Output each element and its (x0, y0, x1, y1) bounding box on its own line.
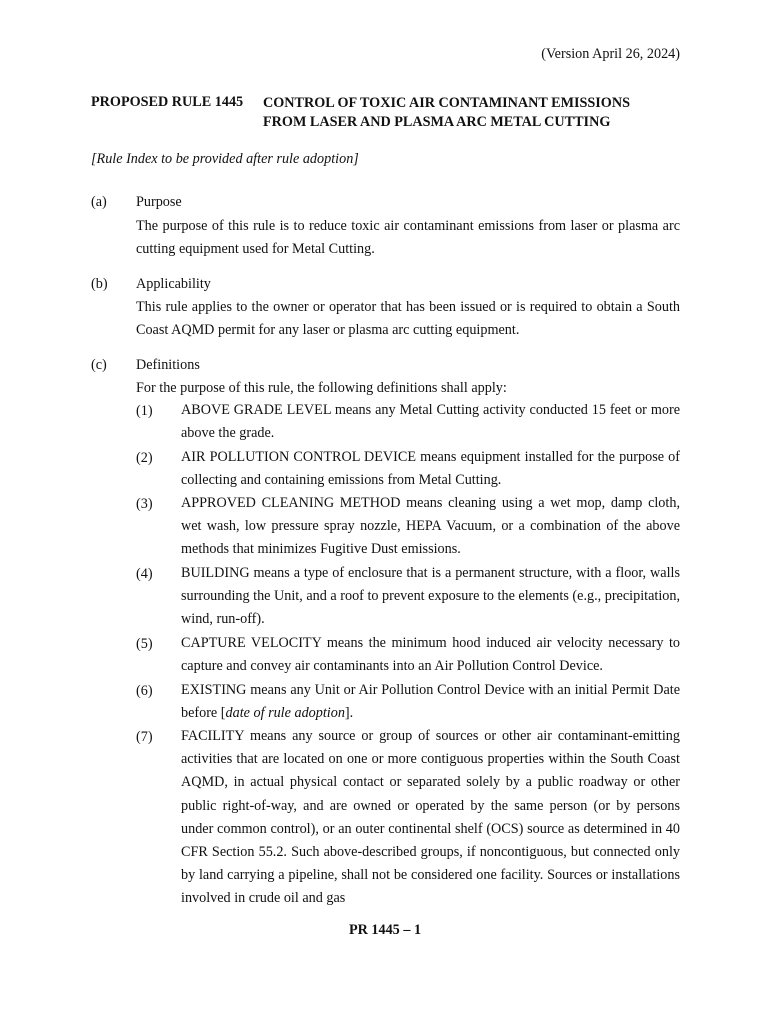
definition-5-text: CAPTURE VELOCITY means the minimum hood induced air velocity necessary to capture and convey air contaminants into an Air Pollution Control Device. (181, 635, 680, 675)
definition-5-number: (5) (136, 636, 153, 652)
definition-2-text: AIR POLLUTION CONTROL DEVICE means equipment installed for the purpose of collecting and containing emissions from Metal Cutting. (181, 449, 680, 489)
section-a-letter: (a) (91, 194, 107, 210)
section-a-text: The purpose of this rule is to reduce toxic air contaminant emissions from laser or plasma arc cutting equipment used for Metal Cutting. (136, 218, 680, 258)
definition-4-number: (4) (136, 566, 153, 582)
section-a-heading: Purpose (136, 194, 182, 210)
definition-3-text: APPROVED CLEANING METHOD means cleaning using a wet mop, damp cloth, wet wash, low pressure spray nozzle, HEPA Vacuum, or a combination of the above methods that minimizes Fugitive Dust emissions. (181, 495, 680, 558)
definition-6-text-italic: date of rule adoption (225, 705, 345, 722)
rule-title-line-1: CONTROL OF TOXIC AIR CONTAMINANT EMISSIONS (263, 95, 630, 111)
section-b-letter: (b) (91, 276, 108, 292)
section-c-intro: For the purpose of this rule, the following definitions shall apply: (136, 380, 507, 396)
version-date: (Version April 26, 2024) (541, 46, 680, 62)
definition-1-text: ABOVE GRADE LEVEL means any Metal Cutting activity conducted 15 feet or more above the grade. (181, 402, 680, 442)
rule-title-line-2: FROM LASER AND PLASMA ARC METAL CUTTING (263, 114, 611, 130)
rule-title (263, 94, 630, 132)
section-c-heading: Definitions (136, 357, 200, 373)
definition-6-text-before: EXISTING means any Unit or Air Pollution Control Device with an initial Permit Date before [ (181, 682, 680, 722)
definition-7-text: FACILITY means any source or group of sources or other air contaminant-emitting activities that are located on one or more contiguous properties within the South Coast AQMD, in actual physical contact or separated solely by a public roadway or other public right-of-way, and are owned or operated by the same person (or by persons under common control), or an outer continental shelf (OCS) source as determined in 40 CFR Section 55.2. Such above-described groups, if noncontiguous, but connected only by land carrying a pipeline, shall not be considered one facility. Sources or installations involved in crude oil and gas (181, 728, 680, 907)
rule-number: PROPOSED RULE 1445 (91, 94, 244, 110)
definition-2-number: (2) (136, 450, 153, 466)
definition-4-text: BUILDING means a type of enclosure that is a permanent structure, with a floor, walls surrounding the Unit, and a roof to prevent exposure to the elements (e.g., precipitation, wind, run-off). (181, 565, 680, 628)
definition-1-number: (1) (136, 403, 153, 419)
rule-index-note: [Rule Index to be provided after rule adoption] (91, 151, 359, 167)
definition-6-text-after: ]. (344, 705, 354, 722)
definition-3-number: (3) (136, 496, 153, 512)
definition-7-number: (7) (136, 729, 153, 745)
definition-6-text (181, 679, 680, 725)
section-b-heading: Applicability (136, 276, 211, 292)
section-c-letter: (c) (91, 357, 107, 373)
definition-6-number: (6) (136, 683, 153, 699)
page-footer: PR 1445 – 1 (348, 922, 422, 938)
section-b-text: This rule applies to the owner or operator that has been issued or is required to obtain a South Coast AQMD permit for any laser or plasma arc cutting equipment. (136, 299, 680, 339)
